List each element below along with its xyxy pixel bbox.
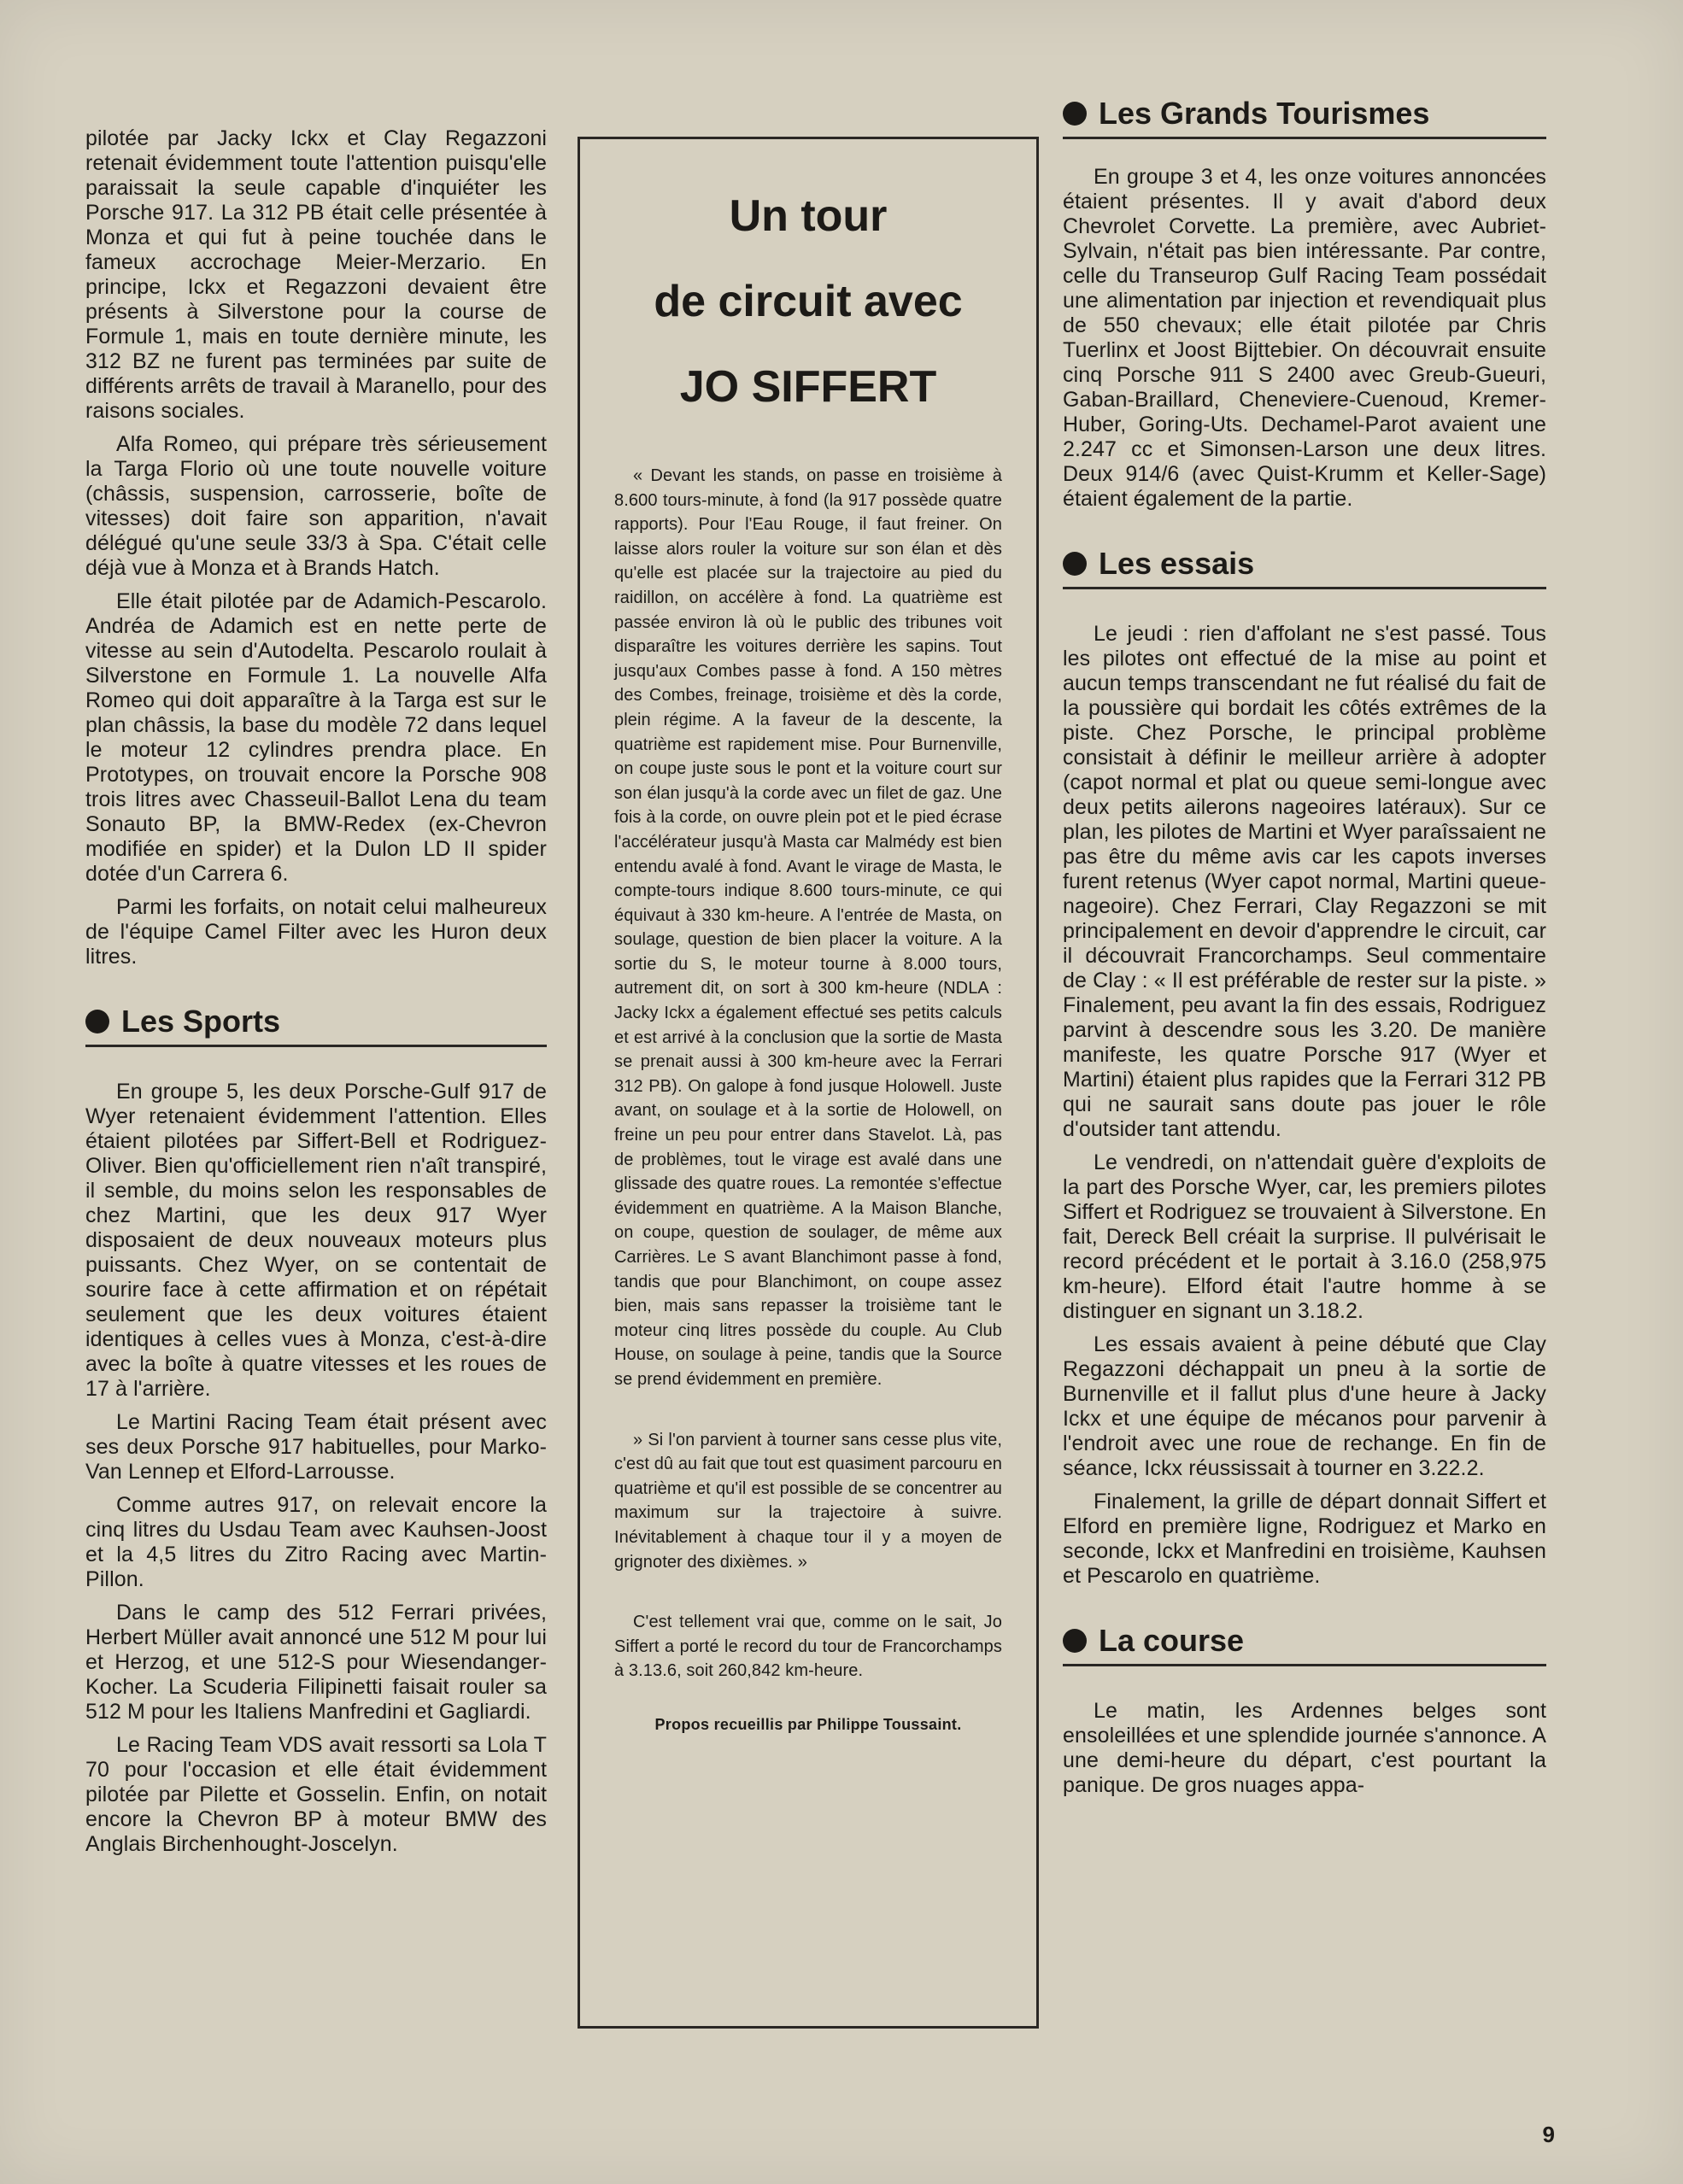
article-paragraph: Dans le camp des 512 Ferrari privées, Herbert Müller avait annoncé une 512 M pour lui et Herzog, et une 512-S pour Wiesendanger-Kocher. La Scuderia Filipinetti faisait rouler sa 512 M pour les Italiens Manfredini et Gagliardi.: [85, 1601, 547, 1724]
title-line: Un tour: [729, 191, 888, 241]
article-paragraph: Alfa Romeo, qui prépare très sérieusement la Targa Florio où une toute nouvelle voiture (châssis, suspension, carrosserie, boîte de vitesses) doit faire son apparition, n'avait délégué qu'une seule 33/3 à Spa. C'était celle déjà vue à Monza et à Brands Hatch.: [85, 432, 547, 580]
article-paragraph: Le matin, les Ardennes belges sont ensoleillées et une splendide journée s'annonce. A une demi-heure du départ, c'est pourtant la panique. De gros nuages appa-: [1063, 1699, 1546, 1797]
bullet-icon: [1063, 552, 1087, 576]
section-heading-sports: [85, 1004, 547, 1047]
article-paragraph: En groupe 5, les deux Porsche-Gulf 917 de Wyer retenaient évidemment l'attention. Elles étaient pilotées par Siffert-Bell et Rodriguez-Oliver. Bien qu'officiellement rien n'aît transpiré, il semble, du moins selon les responsables de chez Martini, que les deux 917 Wyer disposaient de deux nouveaux moteurs plus puissants. Chez Wyer, on se contentait de sourire face à cette affirmation et on répétait seulement que les deux voitures étaient identiques à celles vues à Monza, c'est-à-dire avec la boîte à quatre vitesses et les roues de 17 à l'arrière.: [85, 1080, 547, 1401]
article-paragraph: pilotée par Jacky Ickx et Clay Regazzoni retenait évidemment toute l'attention puisqu'elle paraissait la seule capable d'inquiéter les Porsche 917. La 312 PB était celle présentée à Monza et qui fut à peine touchée dans le fameux accrochage Meier-Merzario. En principe, Ickx et Regazzoni devaient être présents à Silverstone pour la course de Formule 1, mais en toute dernière minute, les 312 BZ ne furent pas terminées par suite de différents arrêts de travail à Maranello, pour des raisons sociales.: [85, 126, 547, 423]
boxed-paragraph: C'est tellement vrai que, comme on le sait, Jo Siffert a porté le record du tour de Francorchamps à 3.13.6, soit 260,842 km-heure.: [614, 1613, 1002, 1681]
article-paragraph: Finalement, la grille de départ donnait Siffert et Elford en première ligne, Rodriguez et Marko en seconde, Ickx et Manfredini en troisième, Kauhsen et Pescarolo en quatrième.: [1063, 1490, 1546, 1588]
article-paragraph: Le vendredi, on n'attendait guère d'exploits de la part des Porsche Wyer, car, les premiers pilotes Siffert et Rodriguez se trouvaient à Silverstone. En fait, Dereck Bell créait la surprise. Il pulvérisait le record précédent et le portait à 3.16.0 (258,975 km-heure). Elford était l'autre homme à se distinguer en signant un 3.18.2.: [1063, 1151, 1546, 1323]
section-heading-text: Les Sports: [121, 1004, 281, 1039]
bullet-icon: [85, 1010, 109, 1033]
article-paragraph: Parmi les forfaits, on notait celui malheureux de l'équipe Camel Filter avec les Huron deux litres.: [85, 895, 547, 969]
column-left: [85, 126, 547, 1857]
article-paragraph: En groupe 3 et 4, les onze voitures annoncées étaient présentes. Il y avait d'abord deux Chevrolet Corvette. La première, avec Aubriet-Sylvain, n'était pas bien intéressante. Par contre, celle du Transeurop Gulf Racing Team possédait une alimentation par injection et revendiquait plus de 550 chevaux; elle était pilotée par Chris Tuerlinx et Joost Bijttebier. On découvrait ensuite cinq Porsche 911 S 2400 avec Greub-Gueuri, Gaban-Braillard, Cheneviere-Cuenoud, Kremer-Huber, Goring-Uts. Dechamel-Parot avaient une 2.247 cc et Simonsen-Larson une deux litres. Deux 914/6 (avec Quist-Krumm et Keller-Sage) étaient également de la partie.: [1063, 165, 1546, 511]
section-heading-gt: [1063, 96, 1546, 139]
boxed-paragraph: » Si l'on parvient à tourner sans cesse plus vite, c'est dû au fait que tout est quasiment parcouru en quatrième et qu'il est possible de se concentrer au maximum sur la trajectoire à suivre. Inévitablement à chaque tour il y a moyen de grignoter des dixièmes. »: [614, 1430, 1002, 1572]
section-heading-course: [1063, 1623, 1546, 1666]
boxed-article-title: [614, 173, 1002, 430]
boxed-paragraph: « Devant les stands, on passe en troisième à 8.600 tours-minute, à fond (la 917 possède quatre rapports). Pour l'Eau Rouge, il faut freiner. On laisse alors rouler la voiture sur son élan et dès qu'elle est placée sur la trajectoire au pied du raidillon, on accélère à fond. La quatrième est passée environ là où le public des tribunes voit disparaître les voitures derrière les sapins. Tout jusqu'aux Combes passe à fond. A 150 mètres des Combes, freinage, troisième et dès la corde, plein régime. A la faveur de la descente, la quatrième est rapidement mise. Pour Burnenville, on coupe juste sous le pont et la voiture court sur son élan jusqu'à la corde avec un filet de gaz. Une fois à la corde, on ouvre plein pot et le pied écrase l'accélérateur jusqu'à Masta car Malmédy est bien entendu avalé à fond. Avant le virage de Masta, le compte-tours indique 8.600 tours-minute, ce qui équivaut à 330 km-heure. A l'entrée de Masta, on soulage, question de bien placer la voiture. A la sortie du S, le moteur tourne à 8.000 tours, autrement dit, on sort à 300 km-heure (NDLA : Jacky Ickx a également effectué ses petits calculs et est arrivé à la conclusion que la sortie de Masta se prenait aussi à 300 km-heure avec la Ferrari 312 PB). On galope à fond jusque Holowell. Juste avant, on soulage et à la sortie de Holowell, on freine un peu pour entrer dans Stavelot. Là, pas de problèmes, tout le virage est avalé dans une glissade des quatre roues. La remontée s'effectue évidemment en quatrième. A la Maison Blanche, on coupe, question de soulager, de même aux Carrières. Le S avant Blanchimont passe à fond, tandis que pour Blanchimont, on coupe assez bien, mais sans repasser la troisième tant le moteur cinq litres possède du couple. Au Club House, on soulage à peine, tandis que la Source se prend évidemment en première.: [614, 466, 1002, 1389]
title-line: de circuit avec: [654, 277, 963, 326]
column-right: [1063, 96, 1546, 1798]
article-paragraph: Le Racing Team VDS avait ressorti sa Lola T 70 pour l'occasion et elle était évidemment pilotée par Pilette et Gosselin. Enfin, on notait encore la Chevron BP à moteur BMW des Anglais Birchenhought-Joscelyn.: [85, 1733, 547, 1856]
bullet-icon: [1063, 1629, 1087, 1653]
article-paragraph: Les essais avaient à peine débuté que Clay Regazzoni déchappait un pneu à la sortie de Burnenville et il fallut plus d'une heure à Jacky Ickx et une équipe de mécanos pour parvenir à l'endroit avec une roue de rechange. En fin de séance, Ickx réussissait à tourner en 3.22.2.: [1063, 1332, 1546, 1480]
section-heading-text: Les Grands Tourismes: [1099, 96, 1430, 131]
article-paragraph: Elle était pilotée par de Adamich-Pescarolo. Andréa de Adamich est en nette perte de vitesse au sein d'Autodelta. Pescarolo roulait à Silverstone en Formule 1. La nouvelle Alfa Romeo qui doit apparaître à la Targa est sur le plan châssis, la base du modèle 72 dans lequel le moteur 12 cylindres prendra place. En Prototypes, on trouvait encore la Porsche 908 trois litres avec Chasseuil-Ballot Lena du team Sonauto BP, la BMW-Redex (ex-Chevron modifiée en spider) et la Dulon LD II spider dotée d'un Carrera 6.: [85, 589, 547, 886]
section-heading-essais: [1063, 546, 1546, 589]
boxed-article: [578, 137, 1039, 2029]
article-paragraph: Comme autres 917, on relevait encore la cinq litres du Usdau Team avec Kauhsen-Joost et la 4,5 litres du Zitro Racing avec Martin-Pillon.: [85, 1493, 547, 1591]
title-line: JO SIFFERT: [679, 362, 937, 412]
page-number: 9: [1542, 2122, 1555, 2147]
bullet-icon: [1063, 102, 1087, 126]
section-heading-text: Les essais: [1099, 546, 1255, 581]
article-paragraph: Le Martini Racing Team était présent avec ses deux Porsche 917 habituelles, pour Marko-Van Lennep et Elford-Larrousse.: [85, 1410, 547, 1484]
article-paragraph: Le jeudi : rien d'affolant ne s'est passé. Tous les pilotes ont effectué de la mise au point et aucun temps transcendant ne fut réalisé du fait de la poussière qui bordait les côtés extrêmes de la piste. Chez Porsche, le principal problème consistait à définir le meilleur arrière à adopter (capot normal et plat ou queue semi-longue avec deux petits ailerons nageoires latéraux). Sur ce plan, les pilotes de Martini et Wyer paraîssaient ne pas être du même avis car les capots inverses furent retenus (Wyer capot normal, Martini queue-nageoire). Chez Ferrari, Clay Regazzoni se mit principalement en devoir d'apprendre le circuit, car il découvrait Francorchamps. Seul commentaire de Clay : « Il est préférable de rester sur la piste. » Finalement, peu avant la fin des essais, Rodriguez parvint à descendre sous les 3.20. De manière manifeste, les quatre Porsche 917 (Wyer et Martini) étaient plus rapides que la Ferrari 312 PB qui ne saurait sans doute pas jouer le rôle d'outsider tant attendu.: [1063, 622, 1546, 1141]
section-heading-text: La course: [1099, 1623, 1245, 1658]
article-credit: Propos recueillis par Philippe Toussaint.: [654, 1715, 962, 1733]
